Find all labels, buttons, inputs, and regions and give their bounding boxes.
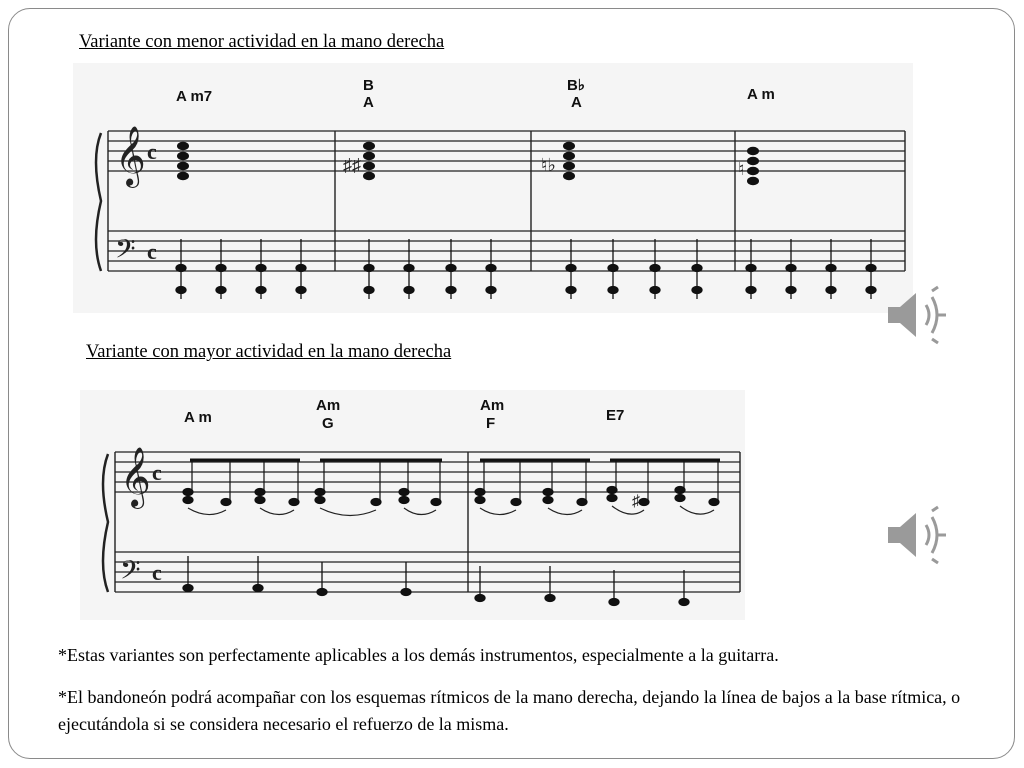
brace [103, 454, 108, 592]
chord-label-am-top-2: Am [480, 397, 505, 414]
bass-staff [108, 231, 905, 271]
chord-label: A m7 [176, 88, 213, 105]
heading-more-activity: Variante con mayor actividad en la mano derecha [86, 342, 452, 362]
sharp-accidentals: ♯♯ [343, 155, 361, 175]
chord-label-bflat-bottom: A [571, 94, 582, 111]
speaker-icon[interactable] [882, 285, 952, 345]
chord-label-g-bottom: G [322, 415, 334, 432]
chord-label-f-bottom: F [486, 415, 496, 432]
barlines [115, 452, 740, 592]
treble-staff [108, 131, 905, 171]
bass-clef: 𝄢 [115, 233, 136, 271]
chord-label-b-top: B [363, 77, 374, 94]
natural-accidentals: ♮ [738, 159, 745, 179]
bass-notes [176, 239, 876, 299]
treble-clef: 𝄞 [115, 126, 146, 186]
chord-label-am: A m [747, 86, 775, 103]
note-bandoneon: *El bandoneón podrá acompañar con los esquemas rítmicos de la mano derecha, dejando la línea de bajos a la base rítmica, o ejecutándola si se considera necesario el refuerzo de la misma. [58, 687, 961, 734]
time-sig-treble: c [147, 139, 157, 164]
time-sig-bass: c [152, 560, 162, 585]
treble-clef: 𝄞 [120, 447, 151, 507]
chord-label-am-top: Am [316, 397, 341, 414]
score-image-1 [73, 63, 913, 313]
brace [96, 133, 101, 271]
treble-chords [177, 142, 759, 185]
chord-label-bflat-top: B♭ [567, 77, 585, 94]
natural-flat-accidentals: ♮♭ [541, 155, 556, 175]
chord-label-b-bottom: A [363, 94, 374, 111]
sharp-accidental: ♯ [632, 493, 640, 510]
bass-clef: 𝄢 [120, 554, 141, 592]
chord-label-am: A m [184, 409, 212, 426]
score-image-2 [80, 390, 745, 620]
time-sig-bass: c [147, 239, 157, 264]
speaker-icon[interactable] [882, 505, 952, 565]
heading-less-activity: Variante con menor actividad en la mano derecha [79, 32, 445, 52]
barlines [108, 131, 905, 271]
note-instruments: *Estas variantes son perfectamente aplicables a los demás instrumentos, especialmente a la guitarra. [58, 645, 779, 665]
treble-staff [115, 452, 740, 492]
bass-staff [115, 552, 740, 592]
time-sig-treble: c [152, 460, 162, 485]
bass-quarter-notes [183, 556, 689, 606]
chord-label-e7: E7 [606, 407, 625, 424]
